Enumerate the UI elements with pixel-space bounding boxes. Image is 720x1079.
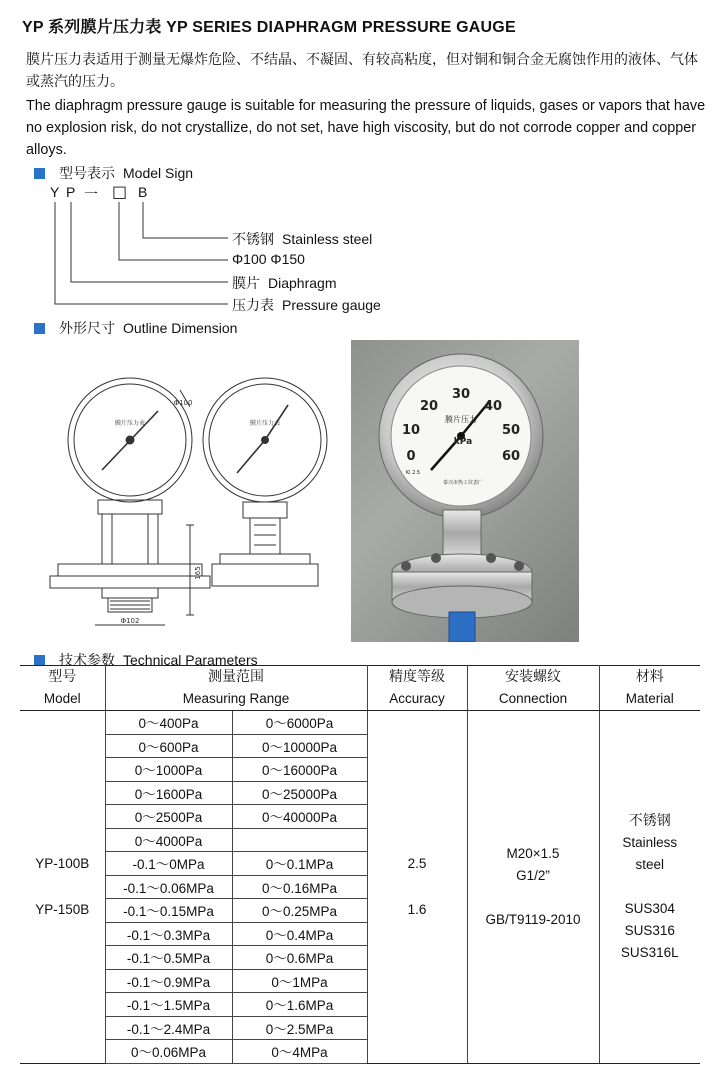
table-row: -0.1～0MPa 0～0.1MPa	[20, 852, 700, 876]
header-accuracy-cn: 精度等级	[367, 666, 467, 689]
code-letter-b: B	[138, 184, 148, 200]
page-title: YP 系列膜片压力表 YP SERIES DIAPHRAGM PRESSURE GAUGE	[22, 19, 516, 36]
photo-tick-30: 30	[451, 387, 471, 402]
code-letter-p: P	[66, 184, 76, 200]
table-row: -0.1～0.06MPa 0～0.16MPa	[20, 875, 700, 899]
tech-parameters-table	[20, 665, 700, 1064]
section-heading-cn: 型号表示	[59, 166, 115, 182]
side-dial-label: 膜片压力表	[249, 420, 281, 427]
header-range-cn: 测量范围	[105, 666, 367, 689]
photo-tick-20: 20	[419, 399, 439, 414]
cell-models: YP-100B YP-150B	[20, 711, 105, 1064]
table-row: -0.1～1.5MPa 0～1.6MPa	[20, 993, 700, 1017]
code-dash: 一	[84, 187, 98, 203]
table-row: -0.1～0.5MPa 0～0.6MPa	[20, 946, 700, 970]
section-tech: 技术参数 Technical Parameters	[34, 650, 258, 670]
section-bullet-icon	[34, 323, 45, 334]
cell-connection: M20×1.5 G1/2” GB/T9119-2010	[467, 711, 599, 1064]
table-row: 0～1600Pa 0～25000Pa	[20, 781, 700, 805]
header-connection-en: Connection	[467, 688, 599, 711]
photo-tick-50: 50	[501, 423, 521, 438]
photo-dial-label: 膜片压力	[445, 415, 477, 424]
table-row: 0～0.06MPa 0～4MPa	[20, 1040, 700, 1064]
header-model-cn: 型号	[20, 666, 105, 689]
table-row: -0.1～2.4MPa 0～2.5MPa	[20, 1016, 700, 1040]
photo-tick-0: 0	[406, 449, 416, 464]
section-heading-en: Model Sign	[123, 165, 194, 181]
code-box: □	[112, 182, 128, 201]
photo-tick-60: 60	[501, 449, 521, 464]
photo-tick-10: 10	[401, 423, 421, 438]
header-accuracy-en: Accuracy	[367, 688, 467, 711]
label-stainless: 不锈钢 Stainless steel	[232, 231, 373, 248]
section-bullet-icon	[34, 655, 45, 666]
dim-phi-label: Φ100	[173, 399, 193, 407]
header-connection-cn: 安装螺纹	[467, 666, 599, 689]
header-material-en: Material	[599, 688, 700, 711]
header-model-en: Model	[20, 688, 105, 711]
label-diameter: Φ100 Φ150	[232, 251, 305, 267]
label-pressure-gauge: 压力表 Pressure gauge	[232, 297, 381, 314]
cell-material: 不锈钢 Stainless steel SUS304 SUS316 SUS316L	[599, 711, 700, 1064]
table-row: -0.1～0.15MPa 0～0.25MPa	[20, 899, 700, 923]
table-row: -0.1～0.3MPa 0～0.4MPa	[20, 922, 700, 946]
table-row: 0～1000Pa 0～16000Pa	[20, 758, 700, 782]
table-row: 0～4000Pa	[20, 828, 700, 852]
cell-accuracy: 2.5 1.6	[367, 711, 467, 1064]
header-material-cn: 材料	[599, 666, 700, 689]
photo-unit: kPa	[453, 437, 473, 447]
product-photo	[351, 340, 579, 642]
header-range-en: Measuring Range	[105, 688, 367, 711]
table-row: -0.1～0.9MPa 0～1MPa	[20, 969, 700, 993]
description-en: The diaphragm pressure gauge is suitable for measuring the pressure of liquids, gases or vapors that have no explosion risk, do not crystallize, do not set, have high viscosity, but do not corrode copper and copper alloys.	[26, 98, 706, 158]
table-row: 0～600Pa 0～10000Pa	[20, 734, 700, 758]
photo-class: Kl 2.5	[405, 470, 421, 476]
outline-drawing	[40, 345, 340, 650]
dim-bottom-label: Φ102	[120, 617, 140, 625]
photo-tick-40: 40	[483, 399, 503, 414]
front-dial-label: 膜片压力表	[114, 420, 146, 427]
section-outline: 外形尺寸 Outline Dimension	[34, 318, 237, 338]
label-diaphragm: 膜片 Diaphragm	[232, 275, 337, 292]
code-letter-y: Y	[50, 184, 60, 200]
table-row: YP-100B YP-150B 0～400Pa 0～6000Pa 2.5 1.6 M20×1.5 G1/2” GB/T9119-2010 不锈钢 Stainless steel SUS304 SUS316 SUS316L	[20, 711, 700, 735]
dim-height-label: 165	[194, 566, 202, 580]
section-bullet-icon	[34, 168, 45, 179]
photo-maker: 泰兴市热工仪表厂	[442, 480, 484, 486]
table-row: 0～2500Pa 0～40000Pa	[20, 805, 700, 829]
side-gauge-needle	[237, 440, 265, 473]
description-cn: 膜片压力表适用于测量无爆炸危险、不结晶、不凝固、有较高粘度，但对铜和铜合金无腐蚀作用的液体、气体或蒸汽的压力。	[26, 52, 698, 90]
model-sign-diagram	[0, 180, 420, 315]
